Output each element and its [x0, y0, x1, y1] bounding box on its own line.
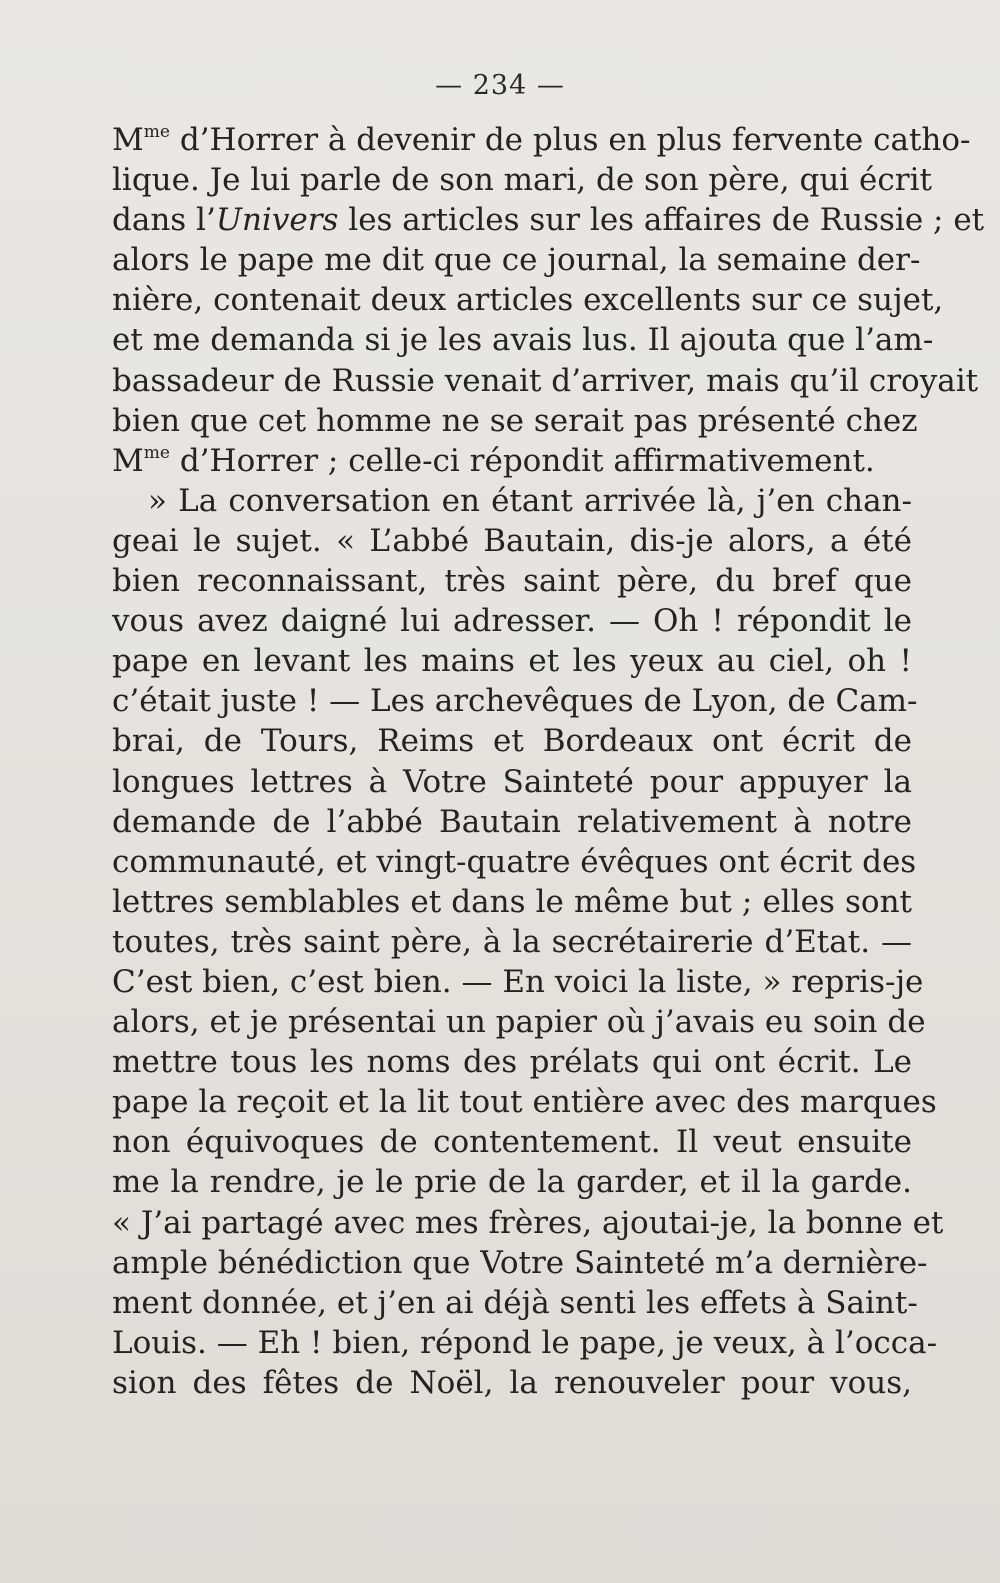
text-line — [112, 1042, 912, 1082]
text-line — [112, 1162, 912, 1202]
text-line — [112, 361, 979, 401]
text-run: geai le sujet. « L’abbé Bautain, dis-je alors, a été — [112, 522, 912, 559]
text-run: alors, et je présentai un papier où j’avais eu soin de — [112, 1004, 926, 1041]
text-run: d’Horrer à devenir de plus en plus fervente catho- — [169, 122, 971, 158]
text-line — [112, 601, 912, 641]
text-line — [112, 802, 912, 842]
text-run: d’Horrer ; celle-ci répondit affirmativement. — [169, 442, 875, 479]
text-run: M — [112, 122, 144, 158]
superscript-text: me — [143, 122, 170, 143]
text-line — [112, 441, 912, 481]
text-run: ample bénédiction que Votre Sainteté m’a dernière- — [112, 1244, 928, 1281]
text-run: bien que cet homme ne se serait pas présenté chez — [112, 402, 918, 439]
text-run: alors le pape me dit que ce journal, la semaine der- — [112, 242, 921, 279]
italic-text: Univers — [215, 202, 339, 239]
text-line — [112, 1243, 928, 1283]
text-run: M — [112, 442, 144, 479]
text-run: pape la reçoit et la lit tout entière avec des marques — [112, 1084, 937, 1121]
text-line — [112, 1122, 912, 1162]
text-run: « J’ai partagé avec mes frères, ajoutai-je, la bonne et — [112, 1204, 944, 1241]
text-run: non équivoques de contentement. Il veut ensuite — [112, 1124, 912, 1161]
text-run: et me demanda si je les avais lus. Il ajouta que l’am- — [112, 322, 934, 359]
text-run: me la rendre, je le prie de la garder, et il la garde. — [112, 1164, 912, 1201]
text-run: mettre tous les noms des prélats qui ont écrit. Le — [112, 1044, 912, 1081]
text-run: bassadeur de Russie venait d’arriver, mais qu’il croyait — [112, 362, 979, 399]
text-line — [112, 962, 924, 1002]
text-line — [112, 1002, 926, 1042]
text-run: » La conversation en étant arrivée là, j’en chan- — [148, 482, 912, 519]
text-run: brai, de Tours, Reims et Bordeaux ont écrit de — [112, 723, 912, 760]
text-line — [112, 681, 918, 721]
text-run: les articles sur les affaires de Russie ; et — [338, 202, 985, 239]
text-run: C’est bien, c’est bien. — En voici la liste, » repris-je — [112, 963, 924, 1000]
text-run: nière, contenait deux articles excellents sur ce sujet, — [112, 282, 944, 319]
text-line — [112, 200, 985, 240]
body-text — [112, 120, 985, 1403]
text-line — [112, 762, 912, 802]
text-line — [112, 882, 912, 922]
text-line — [112, 641, 912, 681]
text-run: bien reconnaissant, très saint père, du bref que — [112, 563, 912, 600]
text-line — [112, 481, 912, 521]
text-run: toutes, très saint père, à la secrétairerie d’Etat. — — [112, 923, 912, 960]
text-run: longues lettres à Votre Sainteté pour appuyer la — [112, 763, 912, 800]
text-run: lettres semblables et dans le même but ; elles sont — [112, 883, 912, 920]
text-line — [112, 1363, 912, 1403]
superscript-text: me — [143, 442, 170, 463]
text-line — [112, 1082, 937, 1122]
text-line — [112, 320, 934, 360]
text-line — [112, 561, 912, 601]
text-run: lique. Je lui parle de son mari, de son père, qui écrit — [112, 162, 932, 199]
text-line — [112, 280, 944, 320]
text-line — [112, 1203, 944, 1243]
text-line — [112, 721, 912, 761]
page-number: — 234 — — [435, 70, 565, 101]
text-line — [112, 120, 971, 160]
text-run: demande de l’abbé Bautain relativement à notre — [112, 803, 912, 840]
text-line — [112, 160, 932, 200]
text-line — [112, 1323, 938, 1363]
text-line — [112, 842, 917, 882]
text-run: pape en levant les mains et les yeux au ciel, oh ! — [112, 643, 912, 680]
text-line — [112, 521, 912, 561]
text-line — [112, 1283, 918, 1323]
text-line — [112, 401, 918, 441]
text-line — [112, 922, 912, 962]
text-run: dans l’ — [112, 202, 216, 239]
text-run: vous avez daigné lui adresser. — Oh ! répondit le — [112, 603, 912, 640]
text-run: sion des fêtes de Noël, la renouveler pour vous, — [112, 1364, 912, 1401]
text-run: Louis. — Eh ! bien, répond le pape, je veux, à l’occa- — [112, 1324, 938, 1361]
text-run: c’était juste ! — Les archevêques de Lyon, de Cam- — [112, 683, 918, 720]
text-run: ment donnée, et j’en ai déjà senti les effets à Saint- — [112, 1284, 918, 1321]
text-run: communauté, et vingt-quatre évêques ont écrit des — [112, 843, 917, 880]
text-line — [112, 240, 921, 280]
